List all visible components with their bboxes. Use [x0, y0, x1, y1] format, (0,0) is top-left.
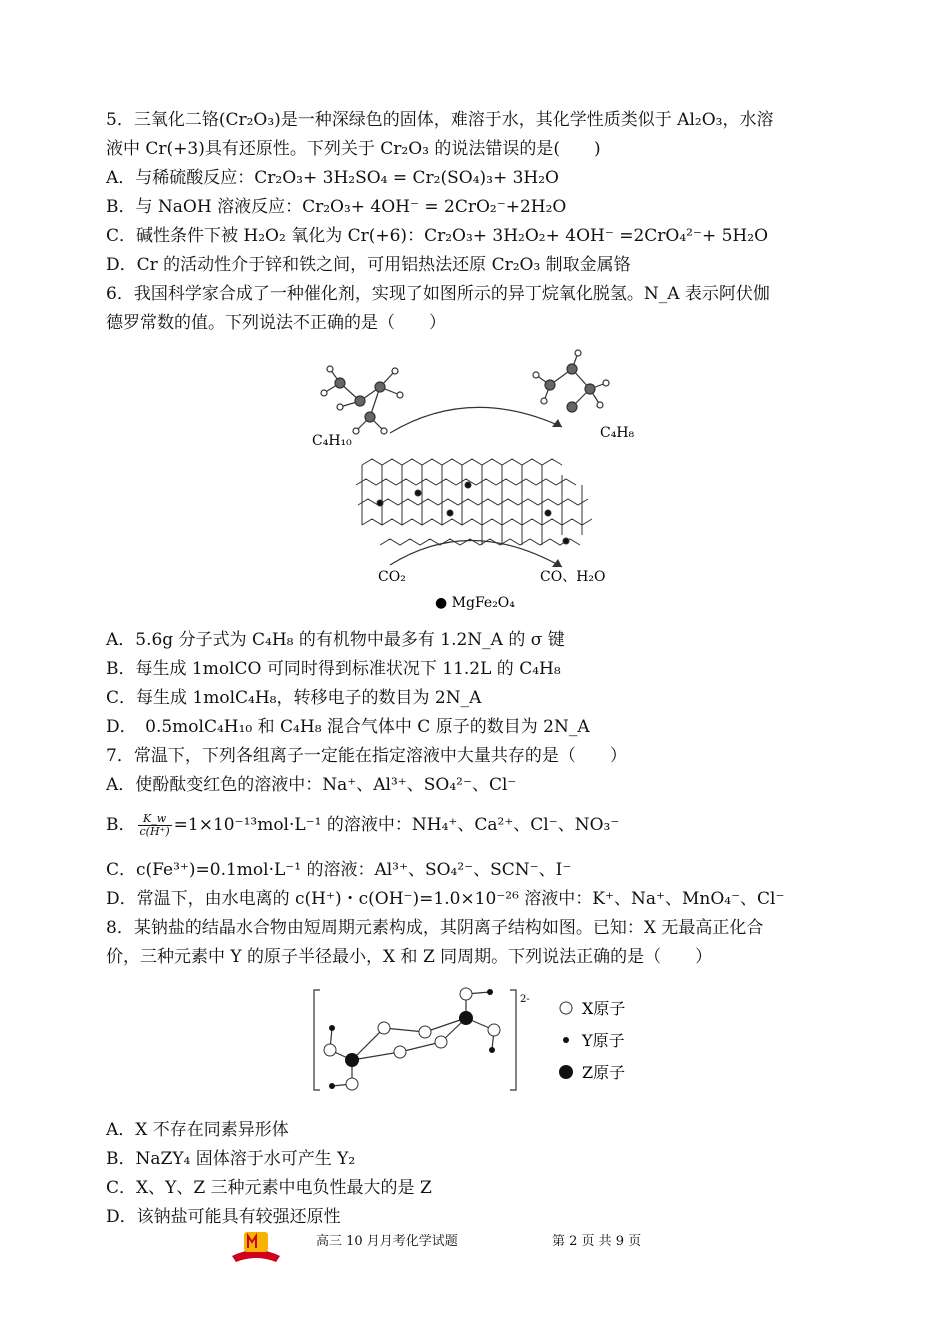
q5-option-a: A．与稀硫酸反应：Cr₂O₃+ 3H₂SO₄ = Cr₂(SO₄)₃+ 3H₂O: [106, 168, 559, 188]
footer-title: 高三 10 月月考化学试题: [316, 1234, 458, 1249]
q7-option-b: [106, 813, 619, 838]
legend-x: X原子: [582, 999, 626, 1018]
q6-option-c: C．每生成 1molC₄H₈，转移电子的数目为 2N_A: [106, 688, 482, 708]
catalyst-figure: [300, 345, 660, 615]
q8-option-b: B．NaZY₄ 固体溶于水可产生 Y₂: [106, 1149, 356, 1169]
q5-option-d: D．Cr 的活动性介于锌和铁之间，可用铝热法还原 Cr₂O₃ 制取金属铬: [106, 255, 631, 275]
legend-z: Z原子: [582, 1063, 626, 1082]
kw-denominator: c(H⁺): [139, 825, 170, 838]
co-h2o-label: CO、H₂O: [540, 569, 606, 585]
butene-molecule: [533, 350, 609, 412]
legend-y: Y原子: [582, 1031, 625, 1050]
q6-option-a: A．5.6g 分子式为 C₄H₈ 的有机物中最多有 1.2N_A 的 σ 键: [106, 630, 565, 650]
q7-stem: 7．常温下，下列各组离子一定能在指定溶液中大量共存的是（ ）: [106, 746, 627, 766]
q8-option-c: C．X、Y、Z 三种元素中电负性最大的是 Z: [106, 1178, 432, 1198]
q8-option-d: D．该钠盐可能具有较强还原性: [106, 1207, 341, 1227]
charge-label: 2-: [520, 994, 530, 1005]
kw-fraction: [138, 813, 172, 838]
q7-option-d: D．常温下，由水电离的 c(H⁺)・c(OH⁻)=1.0×10⁻²⁶ 溶液中：K⁺、Na⁺、MnO₄⁻、Cl⁻: [106, 889, 785, 909]
mgfe2o4-legend: ● MgFe₂O₄: [435, 595, 515, 611]
school-logo: [228, 1226, 284, 1264]
kw-numerator: K_w: [138, 813, 172, 826]
q5-stem-line1: 5．三氧化二铬(Cr₂O₃)是一种深绿色的固体，难溶于水，其化学性质类似于 Al₂O₃，水溶: [106, 110, 774, 130]
q7-option-b-rest: =1×10⁻¹³mol·L⁻¹ 的溶液中：NH₄⁺、Ca²⁺、Cl⁻、NO₃⁻: [173, 815, 620, 835]
anion-structure-figure: [310, 980, 650, 1100]
q5-stem-line2: 液中 Cr(+3)具有还原性。下列关于 Cr₂O₃ 的说法错误的是( ): [106, 139, 601, 159]
q6-stem-line2: 德罗常数的值。下列说法不正确的是（ ）: [106, 313, 446, 333]
q8-stem-line2: 价，三种元素中 Y 的原子半径最小，X 和 Z 同周期。下列说法正确的是（ ）: [106, 947, 713, 967]
q6-option-b: B．每生成 1molCO 可同时得到标准状况下 11.2L 的 C₄H₈: [106, 659, 561, 679]
q7-option-b-prefix: B．: [106, 815, 136, 835]
upper-arrow: [390, 407, 562, 433]
butane-molecule: [321, 366, 403, 434]
co2-label: CO₂: [378, 569, 406, 585]
q8-stem-line1: 8．某钠盐的结晶水合物由短周期元素构成，其阴离子结构如图。已知：X 无最高正化合: [106, 918, 764, 938]
q7-option-a: A．使酚酞变红色的溶液中：Na⁺、Al³⁺、SO₄²⁻、Cl⁻: [106, 775, 517, 795]
lower-arrow: [390, 540, 562, 567]
honeycomb-sheet: [356, 459, 592, 545]
q5-option-b: B．与 NaOH 溶液反应：Cr₂O₃+ 4OH⁻ = 2CrO₂⁻+2H₂O: [106, 197, 567, 217]
q7-option-c: C．c(Fe³⁺)=0.1mol·L⁻¹ 的溶液：Al³⁺、SO₄²⁻、SCN⁻、I⁻: [106, 860, 572, 880]
c4h8-label: C₄H₈: [600, 425, 635, 441]
q6-option-d: D． 0.5molC₄H₁₀ 和 C₄H₈ 混合气体中 C 原子的数目为 2N_A: [106, 717, 590, 737]
footer-page-number: 第 2 页 共 9 页: [552, 1234, 642, 1249]
q8-option-a: A．X 不存在同素异形体: [106, 1120, 289, 1140]
q6-stem-line1: 6．我国科学家合成了一种催化剂，实现了如图所示的异丁烷氧化脱氢。N_A 表示阿伏伽: [106, 284, 770, 304]
c4h10-label: C₄H₁₀: [312, 433, 352, 449]
q5-option-c: C．碱性条件下被 H₂O₂ 氧化为 Cr(+6)：Cr₂O₃+ 3H₂O₂+ 4OH⁻ =2CrO₄²⁻+ 5H₂O: [106, 226, 769, 246]
